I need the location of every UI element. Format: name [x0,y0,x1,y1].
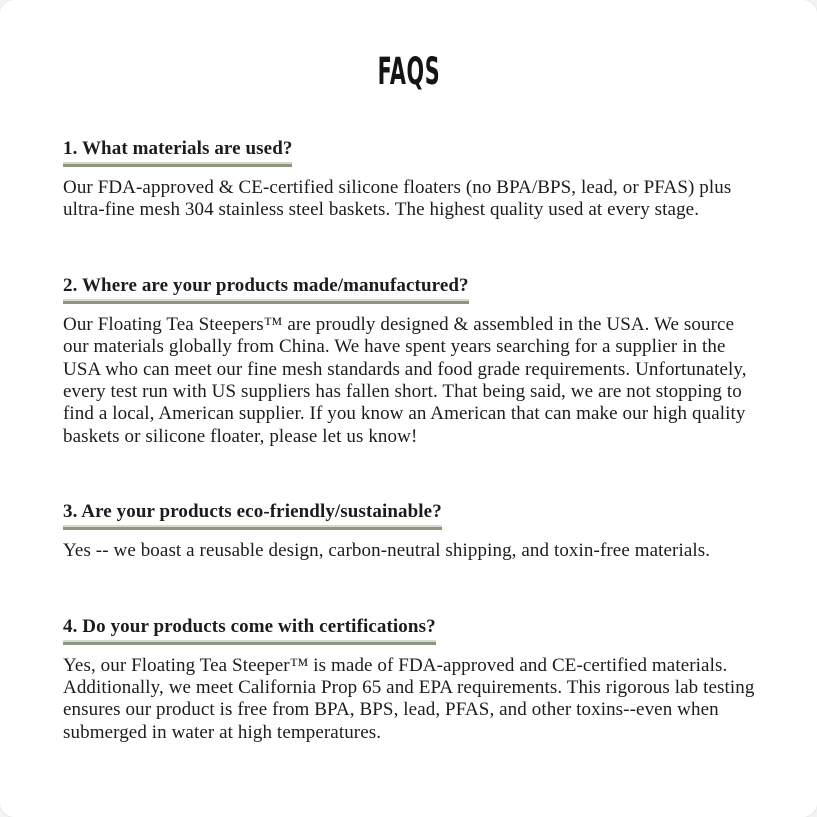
faq-question-4: 4. Do your products come with certifications? [63,615,436,645]
faq-answer-1: Our FDA-approved & CE-certified silicone floaters (no BPA/BPS, lead, or PFAS) plus ultra-fine mesh 304 stainless steel baskets. The highest quality used at every stage. [63,177,732,221]
faq-section-1 [63,137,758,222]
page-title: FAQS [377,50,440,93]
faq-answer-2: Our Floating Tea Steepers™ are proudly designed & assembled in the USA. We source our materials globally from China. We have spent years searching for a supplier in the USA who can meet our fine mesh standards and food grade requirements. Unfortunately, every test run with US suppliers has fallen short. That being said, we are not stopping to find a local, American supplier. If you know an American that can make our high quality baskets or silicone floater, please let us know! [63,313,747,447]
faq-answer-3: Yes -- we boast a reusable design, carbon-neutral shipping, and toxin-free materials. [63,540,711,562]
faq-question-1: 1. What materials are used? [63,137,292,167]
faq-list [63,137,758,744]
faq-question-3: 3. Are your products eco-friendly/sustainable? [63,500,442,530]
faq-section-4 [63,615,758,745]
faq-section-2 [63,274,758,448]
faq-section-3 [63,500,758,562]
faq-answer-4: Yes, our Floating Tea Steeper™ is made of FDA-approved and CE-certified materials. Additionally, we meet California Prop 65 and EPA requirements. This rigorous lab testing ensures our product is free from BPA, BPS, lead, PFAS, and other toxins--even when submerged in water at high temperatures. [63,654,755,743]
faq-question-2: 2. Where are your products made/manufactured? [63,274,469,304]
page-title-wrap [0,52,817,92]
